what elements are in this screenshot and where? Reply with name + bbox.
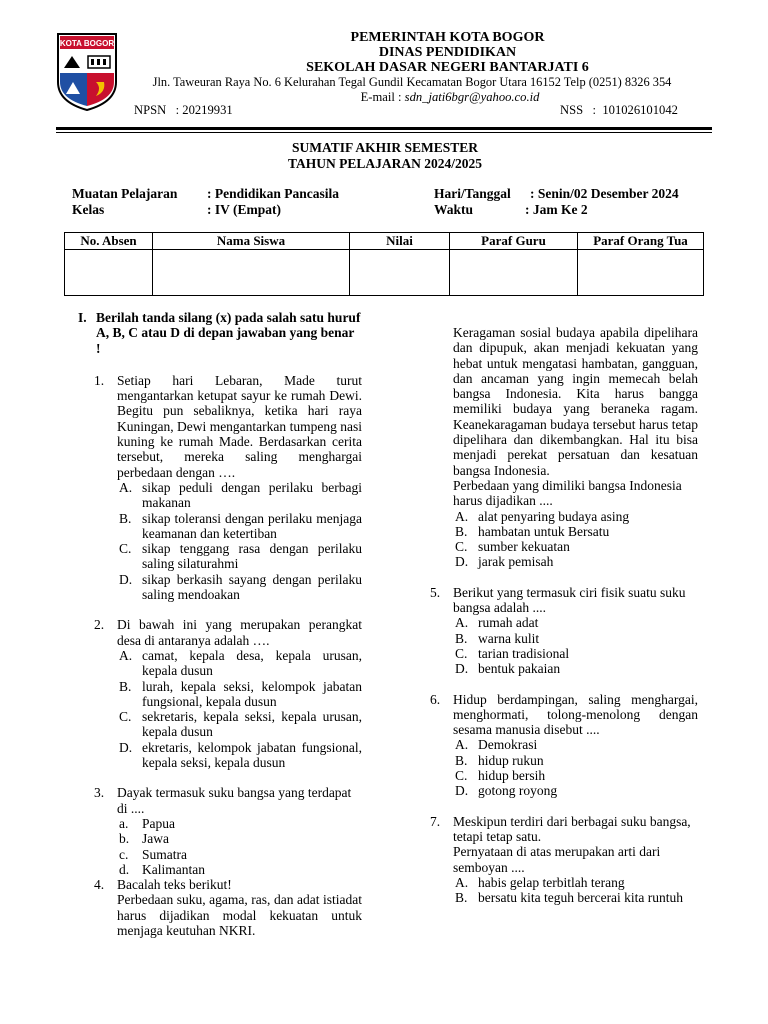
question-6 [430, 692, 698, 799]
option-b[interactable]: B. bersatu kita teguh bercerai kita runtuh [455, 890, 684, 906]
option-d[interactable]: D. sikap berkasih sayang dengan perilaku saling mendoakan [119, 571, 362, 603]
exam-title: SUMATIF AKHIR SEMESTER [291, 140, 479, 155]
time-label: Waktu [434, 202, 474, 217]
cell-nilai[interactable] [350, 250, 450, 296]
header-government: PEMERINTAH KOTA BOGOR [350, 30, 545, 45]
question-text: Hidup berdampingan, saling menghargai, menghormati, tolong-menolong dengan sesama manusia disebut .... [453, 691, 698, 738]
question-number: 5. [430, 584, 441, 600]
class-value: : IV (Empat) [207, 202, 281, 217]
question-number: 2. [94, 617, 105, 633]
option-c[interactable]: C. sikap tenggang rasa dengan perilaku saling silaturahmi [119, 541, 362, 572]
class-label: Kelas [72, 202, 105, 217]
table-header-row [65, 233, 704, 250]
option-a[interactable]: A. habis gelap terbitlah terang [455, 874, 625, 890]
option-a[interactable]: A. sikap peduli dengan perilaku berbagi makanan [119, 479, 362, 511]
cell-paraf-guru[interactable] [450, 250, 578, 296]
col-header-paraf-guru: Paraf Guru [450, 233, 578, 250]
cell-paraf-ortu[interactable] [578, 250, 704, 296]
question-4-continued [430, 325, 698, 570]
day-label: Hari/Tanggal [434, 186, 511, 201]
question-1 [94, 373, 362, 602]
question-2 [94, 617, 362, 770]
option-b[interactable]: b. Jawa [119, 831, 169, 847]
cell-nama[interactable] [153, 250, 350, 296]
question-5 [430, 585, 698, 677]
right-column [430, 325, 698, 905]
header-school-name: SEKOLAH DASAR NEGERI BANTARJATI 6 [306, 60, 589, 75]
question-number: 3. [94, 785, 105, 801]
reading-paragraph-1: Perbedaan suku, agama, ras, dan adat istiadat harus dijadikan modal kekuatan untuk menjaga keutuhan NKRI. [117, 892, 362, 938]
option-a[interactable]: A. alat penyaring budaya asing [455, 508, 630, 524]
npsn: NPSN : 20219931 [134, 103, 233, 117]
cell-absen[interactable] [65, 250, 153, 296]
header-department: DINAS PENDIDIKAN [378, 45, 517, 60]
question-number: 4. [94, 877, 105, 893]
question-text: Berikut yang termasuk ciri fisik suatu suku bangsa adalah .... [453, 584, 686, 616]
option-a[interactable]: A. camat, kepala desa, kepala urusan, kepala dusun [119, 647, 362, 679]
option-c[interactable]: C. sumber kekuatan [455, 539, 570, 555]
reading-paragraph-2: Keragaman sosial budaya apabila dipelihara dan dipupuk, akan menjadi kekuatan yang hebat untuk mengatasi hambatan, gangguan, dan ancaman yang ingin memecah belah bangsa Indonesia. Kita harus bangga memiliki budaya yang beraneka ragam. Keanekaragaman budaya tersebut harus tetap dipelihara dan dikembangkan. Hal itu bisa menjadi perekat persatuan dan kesatuan bangsa Indonesia. [453, 325, 698, 478]
option-b[interactable]: B. sikap toleransi dengan perilaku menjaga keamanan dan ketertiban [119, 510, 362, 541]
col-header-nilai: Nilai [350, 233, 450, 250]
student-score-table [64, 232, 704, 296]
question-7 [430, 814, 698, 906]
option-a[interactable]: a. Papua [119, 815, 175, 831]
option-d[interactable]: D. bentuk pakaian [455, 661, 561, 677]
question-number: 1. [94, 372, 105, 388]
option-b[interactable]: B. warna kulit [455, 630, 540, 646]
nss: NSS : 101026101042 [560, 103, 678, 117]
option-d[interactable]: d. Kalimantan [119, 861, 205, 877]
header-rule-thin [56, 132, 712, 133]
exam-year: TAHUN PELAJARAN 2024/2025 [287, 156, 482, 171]
kota-bogor-logo [56, 32, 118, 112]
option-b[interactable]: B. hambatan untuk Bersatu [455, 523, 610, 539]
question-text: Perbedaan yang dimiliki bangsa Indonesia harus dijadikan .... [453, 477, 682, 509]
question-text-2: Pernyataan di atas merupakan arti dari semboyan .... [453, 844, 661, 875]
section-number: I. [78, 310, 87, 325]
day-value: : Senin/02 Desember 2024 [530, 186, 679, 201]
section-instruction [74, 310, 362, 356]
option-d[interactable]: D. jarak pemisah [455, 554, 554, 570]
time-value: : Jam Ke 2 [525, 202, 588, 217]
header-email [300, 90, 600, 105]
email-label: E-mail : [360, 90, 405, 104]
option-d[interactable]: D. ekretaris, kelompok jabatan fungsional, kepala seksi, kepala dusun [119, 739, 362, 771]
option-c[interactable]: C. sekretaris, kepala seksi, kepala urusan, kepala dusun [119, 709, 362, 740]
question-3 [94, 785, 362, 877]
question-intro: Bacalah teks berikut! [117, 877, 232, 893]
table-row [65, 250, 704, 296]
header-address: Jln. Taweuran Raya No. 6 Kelurahan Tegal Gundil Kecamatan Bogor Utara 16152 Telp (0251) 8326 354 [152, 75, 672, 89]
question-text: Meskipun terdiri dari berbagai suku bangsa, tetapi tetap satu. [453, 813, 691, 844]
email-address: sdn_jati6bgr@yahoo.co.id [404, 90, 540, 104]
subject-value: : Pendidikan Pancasila [207, 186, 340, 201]
svg-text:KOTA BOGOR: KOTA BOGOR [59, 39, 115, 48]
question-text: Di bawah ini yang merupakan perangkat desa di antaranya adalah …. [117, 617, 362, 648]
option-b[interactable]: B. lurah, kepala seksi, kelompok jabatan fungsional, kepala dusun [119, 678, 362, 709]
header-rule-thick [56, 127, 712, 130]
option-a[interactable]: A. rumah adat [455, 615, 539, 631]
left-column [74, 310, 362, 938]
option-a[interactable]: A. Demokrasi [455, 737, 538, 753]
col-header-nama: Nama Siswa [153, 233, 350, 250]
question-text: Dayak termasuk suku bangsa yang terdapat di .... [117, 785, 352, 816]
question-number: 6. [430, 691, 441, 707]
question-text: Setiap hari Lebaran, Made turut mengantarkan ketupat sayur ke rumah Dewi. Begitu pun sebaliknya, ketika hari raya Kuningan, Dewi mengantarkan tumpeng nasi kuning ke rumah Made. Berdasarkan cerita tersebut, mereka saling menghargai perbedaan dengan …. [117, 372, 362, 480]
option-c[interactable]: c. Sumatra [119, 846, 187, 862]
section-text: Berilah tanda silang (x) pada salah satu huruf A, B, C atau D di depan jawaban yang benar ! [96, 310, 361, 356]
option-c[interactable]: C. tarian tradisional [455, 645, 570, 661]
col-header-paraf-ortu: Paraf Orang Tua [578, 233, 704, 250]
col-header-absen: No. Absen [65, 233, 153, 250]
option-b[interactable]: B. hidup rukun [455, 752, 544, 768]
question-number: 7. [430, 813, 441, 829]
option-c[interactable]: C. hidup bersih [455, 768, 546, 784]
option-d[interactable]: D. gotong royong [455, 783, 558, 799]
subject-label: Muatan Pelajaran [72, 186, 178, 201]
question-4 [94, 877, 362, 938]
